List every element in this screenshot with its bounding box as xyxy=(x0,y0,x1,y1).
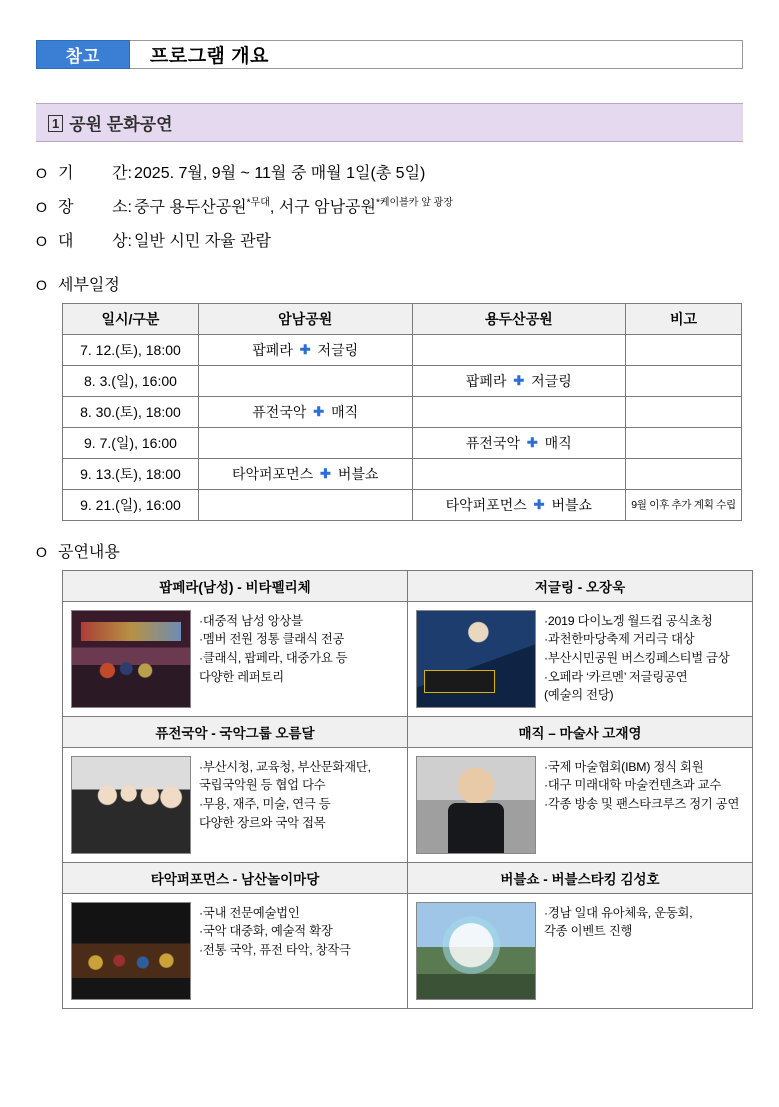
info-value-target: 일반 시민 자율 관람 xyxy=(134,233,271,251)
card-bubble xyxy=(408,893,753,1008)
desc-line: ·멤버 전원 정통 클래식 전공 xyxy=(199,632,345,647)
cell-date: 8. 30.(토), 18:00 xyxy=(63,396,199,427)
place-2: , 서구 암남공원 xyxy=(269,199,376,217)
desc-line: ·과천한마당축제 거리극 대상 xyxy=(544,632,695,647)
desc-line: 다양한 장르와 국악 접목 xyxy=(199,815,326,830)
info-line-target xyxy=(36,230,743,253)
column-header-note: 비고 xyxy=(626,303,742,334)
cell-amnam: 타악퍼포먼스 ✚ 버블쇼 xyxy=(198,458,412,489)
cell-amnam xyxy=(198,427,412,458)
percussion-photo xyxy=(71,902,191,1000)
magic-photo xyxy=(416,756,536,854)
desc-line: 다양한 레퍼토리 xyxy=(199,669,284,684)
desc-line: 국립국악원 등 협업 다수 xyxy=(199,778,326,793)
info-label-place xyxy=(58,196,134,219)
table-row xyxy=(63,334,742,365)
card-title-row xyxy=(63,570,753,601)
desc-line: ·경남 일대 유아체육, 운동회, xyxy=(544,905,693,920)
cell-yongdusan: 팝페라 ✚ 저글링 xyxy=(412,365,626,396)
bubble-photo xyxy=(416,902,536,1000)
info-label-target xyxy=(58,230,134,253)
cell-date: 8. 3.(일), 16:00 xyxy=(63,365,199,396)
cell-note xyxy=(626,365,742,396)
table-row xyxy=(63,427,742,458)
card-percussion xyxy=(63,893,408,1008)
schedule-heading xyxy=(36,272,743,295)
desc-line: ·국내 전문예술법인 xyxy=(199,905,300,920)
cell-date: 9. 7.(일), 16:00 xyxy=(63,427,199,458)
card-title-magic: 매직 – 마술사 고재영 xyxy=(408,716,753,747)
column-header-date: 일시/구분 xyxy=(63,303,199,334)
cell-amnam: 퓨전국악 ✚ 매직 xyxy=(198,396,412,427)
schedule-table xyxy=(62,303,742,521)
desc-line: ·각종 방송 및 팬스타크루즈 정기 공연 xyxy=(544,796,740,811)
info-label-a: 장 xyxy=(58,199,74,217)
desc-line: ·대구 미래대학 마술컨텐츠과 교수 xyxy=(544,778,722,793)
cell-yongdusan: 타악퍼포먼스 ✚ 버블쇼 xyxy=(412,489,626,520)
card-title-bubble: 버블쇼 - 버블스타킹 김성호 xyxy=(408,862,753,893)
juggling-photo xyxy=(416,610,536,708)
cell-amnam xyxy=(198,489,412,520)
section-heading xyxy=(36,103,743,142)
place-1: 중구 용두산공원 xyxy=(134,199,247,217)
table-row xyxy=(63,489,742,520)
card-title-popera: 팝페라(남성) - 비타펠리체 xyxy=(63,570,408,601)
gugak-photo xyxy=(71,756,191,854)
table-header-row xyxy=(63,303,742,334)
plus-icon: ✚ xyxy=(320,465,331,481)
column-header-amnam: 암남공원 xyxy=(198,303,412,334)
table-row xyxy=(63,365,742,396)
desc-line: ·전통 국악, 퓨전 타악, 창작극 xyxy=(199,942,351,957)
info-label-a: 대 xyxy=(58,233,74,251)
plus-icon: ✚ xyxy=(526,434,538,450)
cell-note xyxy=(626,458,742,489)
bullet-marker: O xyxy=(36,233,47,250)
cell-note: 9월 이후 추가 계획 수립 xyxy=(626,489,742,520)
info-value-period: 2025. 7월, 9월 ~ 11월 중 매월 1일(총 5일) xyxy=(134,165,426,182)
info-label-b: 간: xyxy=(112,165,132,182)
bullet-marker: O xyxy=(36,543,47,560)
plus-icon: ✚ xyxy=(313,403,325,419)
cell-note xyxy=(626,334,742,365)
desc-line: (예술의 전당) xyxy=(544,688,614,703)
bullet-marker: O xyxy=(36,276,47,293)
juggling-description xyxy=(542,602,752,713)
card-title-juggling: 저글링 - 오장욱 xyxy=(408,570,753,601)
gugak-description xyxy=(197,748,407,841)
percussion-description xyxy=(197,894,407,968)
cell-note xyxy=(626,396,742,427)
cell-amnam xyxy=(198,365,412,396)
cell-amnam: 팝페라 ✚ 저글링 xyxy=(198,334,412,365)
card-magic xyxy=(408,747,753,862)
plus-icon: ✚ xyxy=(513,372,525,388)
desc-line: ·오페라 ‘카르멘’ 저글링공연 xyxy=(544,669,688,684)
info-label-b: 소: xyxy=(112,199,132,217)
card-body-row xyxy=(63,747,753,862)
schedule-heading-label: 세부일정 xyxy=(58,276,120,294)
desc-line: ·부산시민공원 버스킹페스티벌 금상 xyxy=(544,650,730,665)
desc-line: ·부산시청, 교육청, 부산문화재단, xyxy=(199,759,371,774)
magic-description xyxy=(542,748,752,822)
desc-line: 각종 이벤트 진행 xyxy=(544,924,633,939)
desc-line: ·2019 다이노겡 월드컵 공식초청 xyxy=(544,613,713,628)
cell-yongdusan: 퓨전국악 ✚ 매직 xyxy=(412,427,626,458)
desc-line: ·국악 대중화, 예술적 확장 xyxy=(199,924,333,939)
card-title-row xyxy=(63,716,753,747)
desc-line: ·클래식, 팝페라, 대중가요 등 xyxy=(199,650,348,665)
info-value-place xyxy=(134,196,743,219)
info-line-period xyxy=(36,162,743,185)
cell-yongdusan xyxy=(412,334,626,365)
table-row xyxy=(63,396,742,427)
content-heading xyxy=(36,539,743,562)
program-cards-table xyxy=(62,570,753,1009)
place-1-note: *무대 xyxy=(246,197,270,209)
section-number: 1 xyxy=(48,115,63,132)
info-line-place xyxy=(36,196,743,219)
cell-date: 9. 13.(토), 18:00 xyxy=(63,458,199,489)
bullet-marker: O xyxy=(36,199,47,216)
plus-icon: ✚ xyxy=(299,341,311,357)
card-title-gugak: 퓨전국악 - 국악그룹 오름달 xyxy=(63,716,408,747)
content-heading-label: 공연내용 xyxy=(58,543,120,561)
card-gugak xyxy=(63,747,408,862)
popera-photo xyxy=(71,610,191,708)
desc-line: ·대중적 남성 앙상블 xyxy=(199,613,303,628)
cell-yongdusan xyxy=(412,458,626,489)
bubble-description xyxy=(542,894,752,949)
card-body-row xyxy=(63,601,753,716)
table-row xyxy=(63,458,742,489)
popera-description xyxy=(197,602,407,695)
card-popera xyxy=(63,601,408,716)
card-title-percussion: 타악퍼포먼스 - 남산놀이마당 xyxy=(63,862,408,893)
column-header-yongdusan: 용두산공원 xyxy=(412,303,626,334)
section-title: 공원 문화공연 xyxy=(69,115,173,134)
desc-line: ·국제 마술협회(IBM) 정식 회원 xyxy=(544,759,704,774)
cell-yongdusan xyxy=(412,396,626,427)
bullet-marker: O xyxy=(36,165,47,181)
card-title-row xyxy=(63,862,753,893)
cell-note xyxy=(626,427,742,458)
cell-date: 7. 12.(토), 18:00 xyxy=(63,334,199,365)
plus-icon: ✚ xyxy=(533,496,545,512)
info-label-a: 기 xyxy=(58,165,74,182)
reference-tag: 참고 xyxy=(36,40,130,69)
card-body-row xyxy=(63,893,753,1008)
page-title: 프로그램 개요 xyxy=(130,40,743,69)
cell-date: 9. 21.(일), 16:00 xyxy=(63,489,199,520)
desc-line: ·무용, 재주, 미술, 연극 등 xyxy=(199,796,331,811)
info-label-period xyxy=(58,162,134,185)
place-2-note: *케이블카 앞 광장 xyxy=(375,197,454,209)
document-header xyxy=(36,40,743,69)
card-juggling xyxy=(408,601,753,716)
info-label-b: 상: xyxy=(112,233,132,251)
